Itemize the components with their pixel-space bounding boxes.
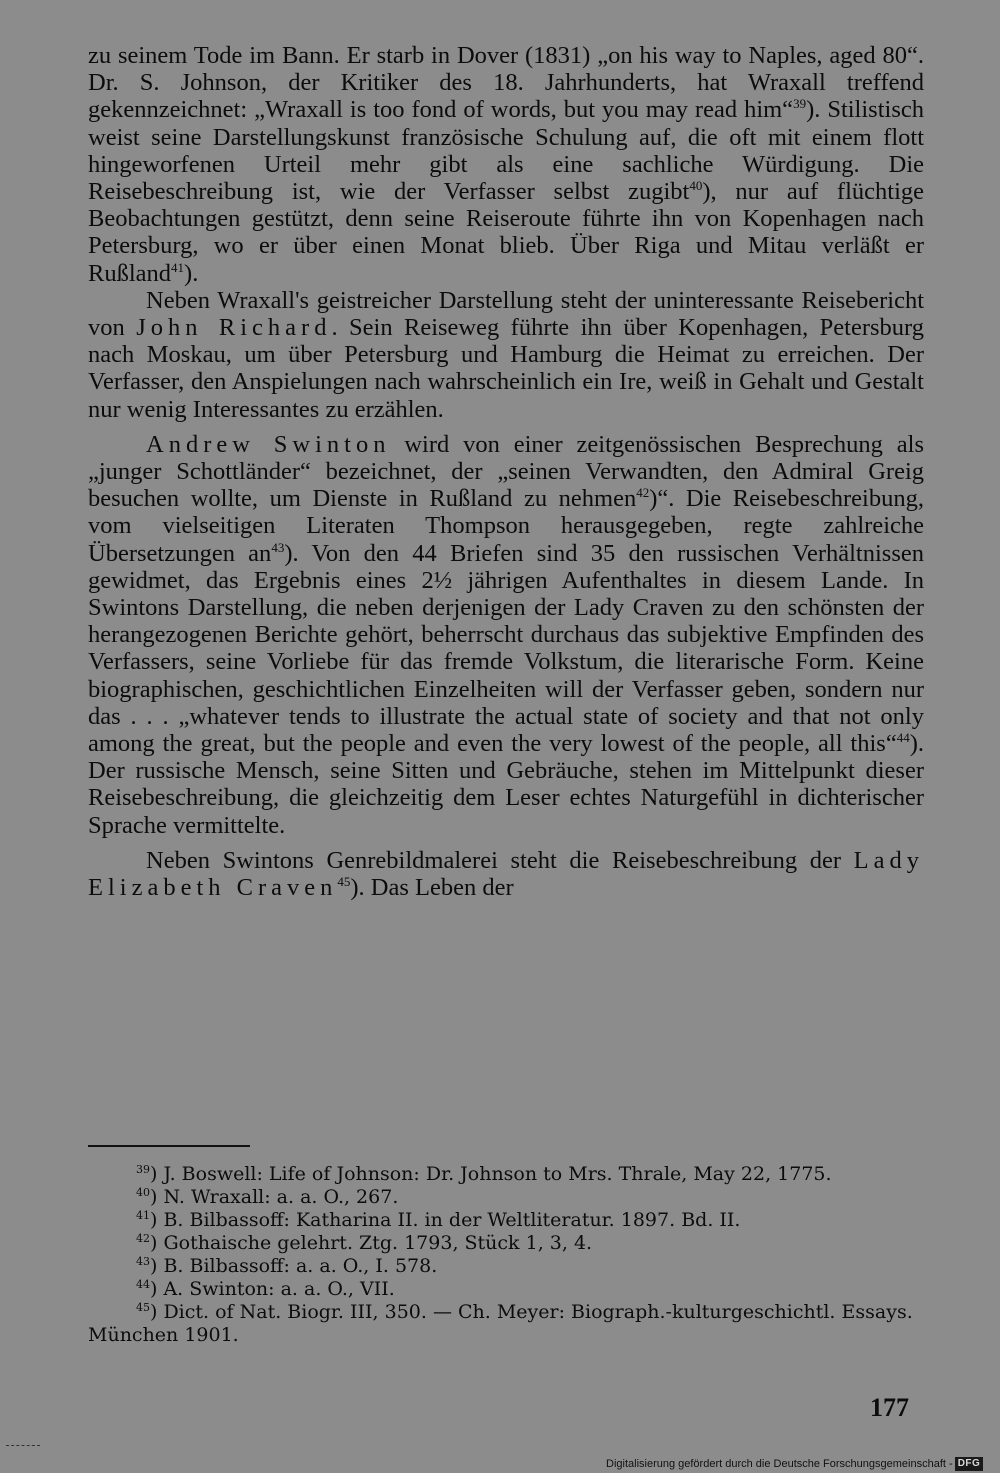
footnote-ref-44[interactable]: 44 (896, 730, 910, 746)
text-run: ). Der russische Mensch, seine Sitten und Gebräuche, stehen im Mittelpunkt dieser Reisebeschreibung, die gleichzeitig dem Leser echtes Naturgefühl in dichterischer Sprache vermittelte. (88, 730, 924, 839)
footnote-ref-41[interactable]: 41 (171, 259, 185, 275)
footnote-44 (88, 1278, 920, 1301)
footnote-number: 42 (136, 1232, 150, 1245)
page-number: 177 (870, 1393, 909, 1422)
footnote-text: ) B. Bilbassoff: Katharina II. in der Weltliteratur. 1897. Bd. II. (150, 1209, 741, 1231)
footnote-ref-42[interactable]: 42 (636, 485, 650, 501)
footnote-number: 41 (136, 1209, 150, 1222)
person-name-lady-elizabeth-craven: Lady Elizabeth Craven (88, 846, 924, 902)
footnote-ref-43[interactable]: 43 (271, 539, 285, 555)
text-run: ). (184, 259, 199, 287)
footnote-text: ) Gothaische gelehrt. Ztg. 1793, Stück 1, 3, 4. (150, 1232, 593, 1254)
text-run: zu seinem Tode im Bann. Er starb in Dover (1831) „on his way to Naples, aged 80“. Dr. S. Johnson, der Kritiker des 18. Jahrhunderts, hat Wraxall treffend gekennzeichnet: „Wraxall is too fond of words, but you may read him“ (88, 42, 924, 124)
footnote-ref-40[interactable]: 40 (689, 178, 703, 194)
footnote-text: ) J. Boswell: Life of Johnson: Dr. Johnson to Mrs. Thrale, May 22, 1775. (150, 1163, 832, 1185)
footnote-text: ) A. Swinton: a. a. O., VII. (150, 1278, 395, 1300)
footnote-number: 43 (136, 1255, 150, 1268)
footnote-number: 44 (136, 1278, 150, 1291)
text-run: ), nur auf flüchtige Beobachtungen gestützt, denn seine Reiseroute führte ihn von Kopenhagen nach Petersburg, wo er über einen Monat blieb. Über Riga und Mitau verläßt er Rußland (88, 178, 924, 287)
paragraph-4 (88, 847, 924, 901)
footnote-divider (88, 1145, 250, 1147)
footnote-number: 45 (136, 1301, 150, 1314)
footnote-number: 39 (136, 1163, 150, 1176)
text-run: ). Das Leben der (350, 874, 514, 902)
footnote-number: 40 (136, 1186, 150, 1199)
text-run: ). Von den 44 Briefen sind 35 den russischen Verhältnissen gewidmet, das Ergebnis eines 2½ jährigen Aufenthaltes in diesem Lande. In Swintons Darstellung, die neben derjenigen der Lady Craven zu den schönsten der herangezogenen Berichte gehört, beherrscht durchaus das subjektive Empfinden des Verfassers, seine Vorliebe für das fremde Volkstum, die literarische Form. Keine biographischen, geschichtlichen Einzelheiten will der Verfasser geben, sondern nur das . . . „whatever tends to illustrate the actual state of society and that not only among the great, but the people and even the very lowest of the people, all this“ (88, 539, 924, 758)
person-name-john-richard: John Richard (136, 314, 332, 342)
footnote-41 (88, 1209, 920, 1232)
text-run: wird von einer zeitgenössischen Besprechung als „junger Schottländer“ bezeichnet, der „seinen Verwandten, den Admiral Greig besuchen wollte, um Dienste in Rußland zu nehmen (88, 430, 924, 513)
text-run: ). Stilistisch weist seine Darstellungskunst französische Schulung auf, die oft mit einem flott hingeworfenen Urteil mehr gibt als eine sachliche Würdigung. Die Reisebeschreibung ist, wie der Verfasser selbst zugibt (88, 96, 924, 206)
dfg-logo-icon: DFG (955, 1457, 984, 1471)
footnote-text: ) B. Bilbassoff: a. a. O., I. 578. (150, 1255, 438, 1277)
footnote-text: ) Dict. of Nat. Biogr. III, 350. — Ch. Meyer: Biograph.-kulturgeschichtl. Essays. München 1901. (88, 1301, 913, 1346)
text-run: Neben Wraxall's geistreicher Darstellung steht der uninteressante Reisebericht von (88, 286, 924, 342)
paragraph-3 (88, 431, 924, 839)
text-run: )“. Die Reisebeschreibung, vom vielseitigen Literaten Thompson herausgegeben, regte zahlreiche Übersetzungen an (88, 485, 924, 567)
text-run: . Sein Reiseweg führte ihn über Kopenhagen, Petersburg nach Moskau, um über Petersburg und Hamburg die Heimat zu erreichen. Der Verfasser, den Anspielungen nach wahrscheinlich ein Ire, weiß in Gehalt und Gestalt nur wenig Interessantes zu erzählen. (88, 314, 925, 423)
digitization-credit (606, 1455, 1000, 1473)
footnote-45 (88, 1301, 920, 1347)
footnote-ref-45[interactable]: 45 (337, 874, 351, 890)
footnote-ref-39[interactable]: 39 (793, 96, 807, 112)
footnote-39 (88, 1163, 920, 1186)
person-name-andrew-swinton: Andrew Swinton (146, 430, 391, 458)
footnote-text: ) N. Wraxall: a. a. O., 267. (150, 1186, 399, 1208)
text-run: Neben Swintons Genrebildmalerei steht die Reisebeschreibung der (146, 846, 854, 874)
paragraph-2 (88, 287, 924, 423)
footnotes (88, 1163, 920, 1347)
footnote-43 (88, 1255, 920, 1278)
credit-text: Digitalisierung gefördert durch die Deutsche Forschungsgemeinschaft - (606, 1458, 953, 1470)
paragraph-1 (88, 42, 924, 287)
footnote-40 (88, 1186, 920, 1209)
scan-margin-mark (6, 1445, 40, 1448)
page-body (88, 42, 924, 901)
footnote-42 (88, 1232, 920, 1255)
